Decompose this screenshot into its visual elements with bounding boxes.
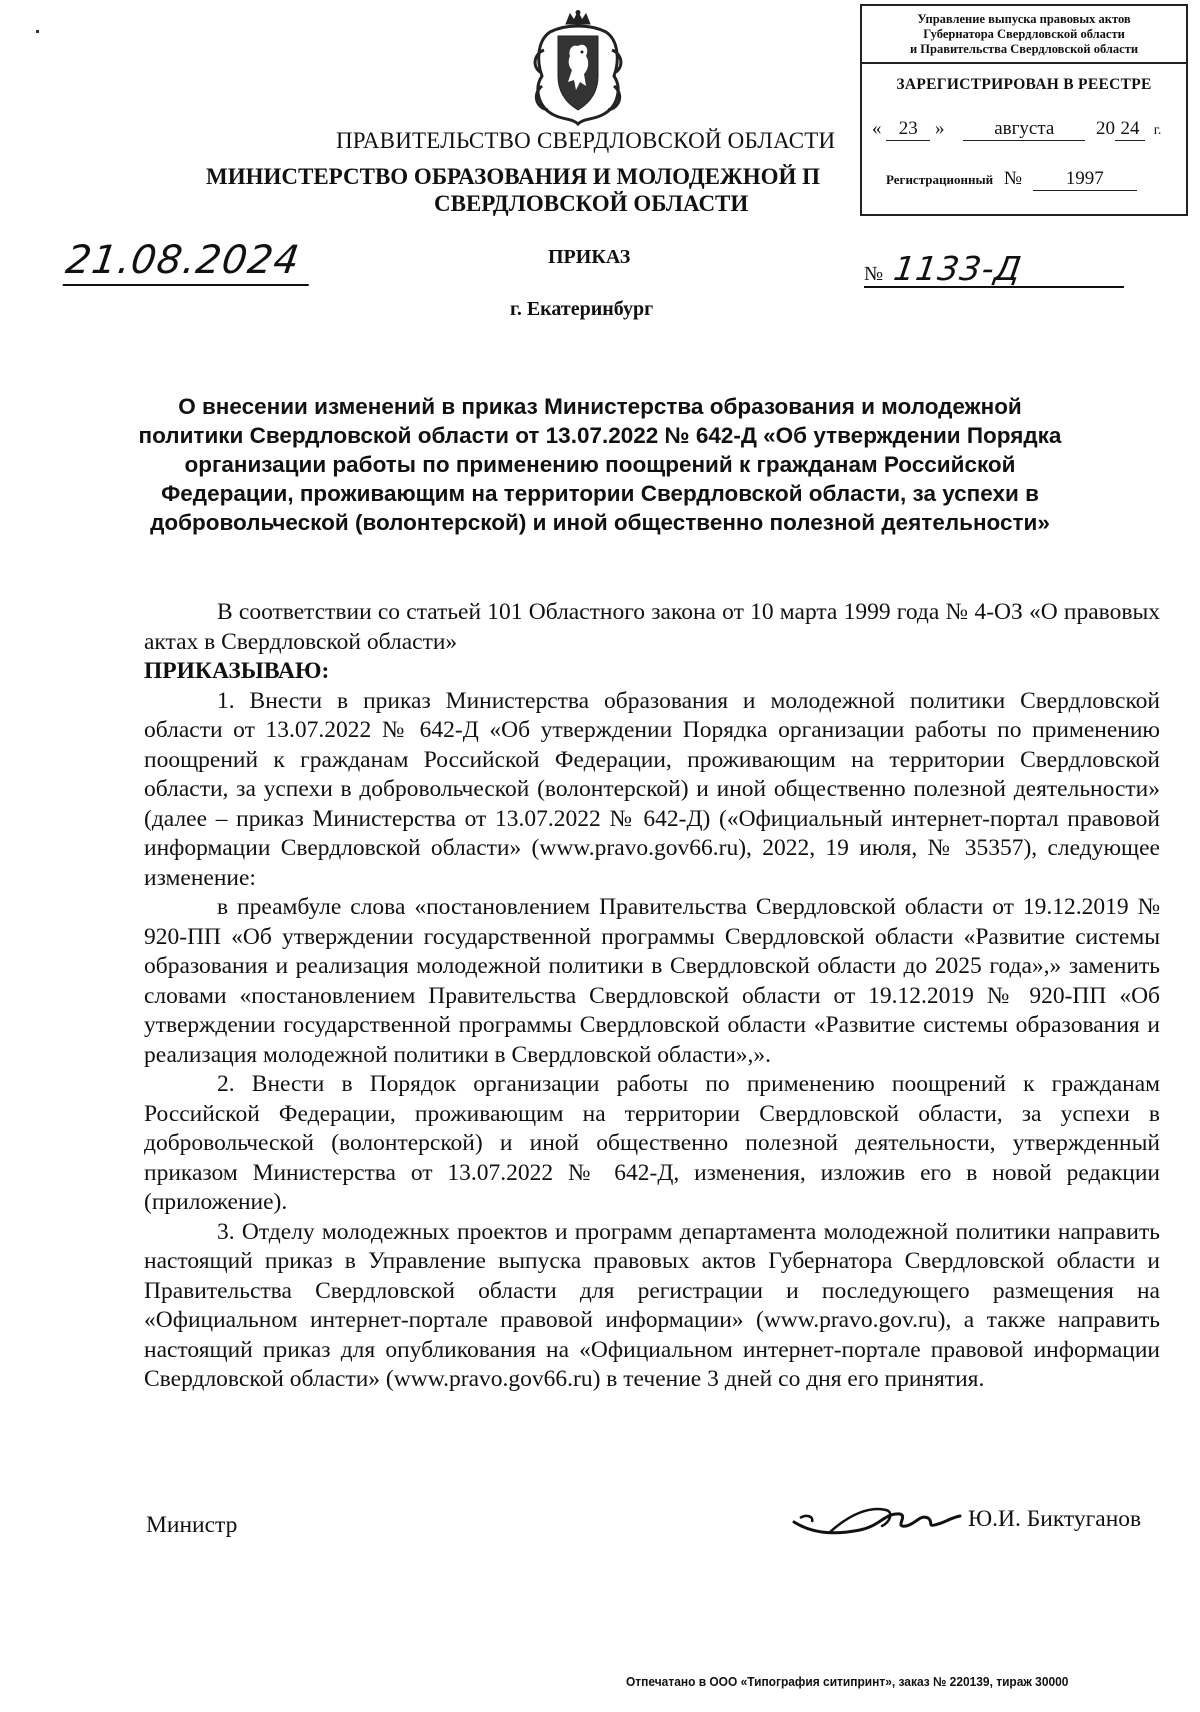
printer-imprint: Отпечатано в ООО «Типография ситипринт», заказ № 220139, тираж 30000 xyxy=(626,1674,1069,1689)
document-body xyxy=(144,598,1160,1395)
ministry-name: МИНИСТЕРСТВО ОБРАЗОВАНИЯ И МОЛОДЕЖНОЙ П xyxy=(206,164,821,189)
stamp-authority xyxy=(862,6,1186,64)
document-title: О внесении изменений в приказ Министерства образования и молодежной политики Свердловской области от 13.07.2022 № 642-Д «Об утверждении Порядка организации работы по применению поощрений к гражданам Российской Федерации, проживающим на территории Свердловской области, за успехи в добровольческой (волонтерской) и иной общественно полезной деятельности» xyxy=(138,394,1062,535)
scan-speck xyxy=(36,30,39,33)
stamp-registered: ЗАРЕГИСТРИРОВАН В РЕЕСТРЕ xyxy=(896,76,1152,93)
stamp-close-quote: » xyxy=(935,118,945,139)
stamp-reg-label: Регистрационный xyxy=(886,172,994,187)
item-3: 3. Отделу молодежных проектов и программ департамента молодежной политики направить настоящий приказ в Управление выпуска правовых актов Губернатора Свердловской области и Правительства Свердловской области для регистрации и последующего размещения на «Официальном интернет-портале правовой информации» (www.pravo.gov.ru), а также направить настоящий приказ для опубликования на «Официальном интернет-портале правовой информации Свердловской области» (www.pravo.gov66.ru) в течение 3 дней со дня его принятия. xyxy=(144,1218,1160,1392)
coat-of-arms-icon xyxy=(528,10,628,128)
item-1: 1. Внести в приказ Министерства образования и молодежной политики Свердловской области от 13.07.2022 № 642-Д «Об утверждении Порядка организации работы по применению поощрений к гражданам Российской Федерации, проживающим на территории Свердловской области, за успехи в добровольческой (волонтерской) и иной общественно полезной деятельности» (далее – приказ Министерства от 13.07.2022 № 642-Д) («Официальный интернет-портал правовой информации Свердловской области» (www.pravo.gov66.ru), 2022, 19 июля, № 35357), следующее изменение: xyxy=(144,687,1160,891)
handwritten-signature-icon xyxy=(790,1492,962,1546)
document-type: ПРИКАЗ xyxy=(548,246,631,268)
item-2: 2. Внести в Порядок организации работы по применению поощрений к гражданам Российской Федерации, проживающим на территории Свердловской области, за успехи в добровольческой (волонтерской) и иной общественно полезной деятельности, утвержденный приказом Министерства от 13.07.2022 № 642-Д, изменения, изложив его в новой редакции (приложение). xyxy=(144,1071,1160,1215)
stamp-reg-sign: № xyxy=(1003,168,1022,189)
stamp-year-suffix: 24 xyxy=(1115,118,1145,141)
signer-position: Министр xyxy=(146,1512,238,1538)
government-name: ПРАВИТЕЛЬСТВО СВЕРДЛОВСКОЙ ОБЛАСТИ xyxy=(336,128,836,153)
ministry-region: СВЕРДЛОВСКОЙ ОБЛАСТИ xyxy=(434,191,749,216)
stamp-year-prefix: 20 xyxy=(1096,118,1115,139)
stamp-reg-number xyxy=(886,168,1186,191)
item-1-sub: в преамбуле слова «постановлением Правительства Свердловской области от 19.12.2019 № 920-ПП «Об утверждении государственной программы Свердловской области «Развитие системы образования и реализация молодежной политики в Свердловской области до 2025 года»,» заменить словами «постановлением Правительства Свердловской области от 19.12.2019 № 920-ПП «Об утверждении государственной программы Свердловской области «Развитие системы образования и реализация молодежной политики в Свердловской области»,». xyxy=(144,894,1160,1068)
preamble: В соответствии со статьей 101 Областного закона от 10 марта 1999 года № 4-ОЗ «О правовых актах в Свердловской области» xyxy=(144,599,1160,655)
document-city: г. Екатеринбург xyxy=(510,298,654,320)
registry-stamp xyxy=(860,4,1188,216)
stamp-month: августа xyxy=(963,118,1085,141)
document-number xyxy=(864,249,1124,288)
handwritten-date: 21.08.2024 xyxy=(63,238,316,286)
stamp-day: 23 xyxy=(886,118,930,141)
stamp-date xyxy=(872,118,1184,141)
stamp-open-quote: « xyxy=(872,118,882,139)
order-word: ПРИКАЗЫВАЮ: xyxy=(144,658,330,684)
number-sign: № xyxy=(864,263,884,285)
stamp-year-abbr: г. xyxy=(1153,123,1162,138)
signer-name: Ю.И. Биктуганов xyxy=(968,1506,1142,1532)
stamp-reg-value: 1997 xyxy=(1033,168,1137,191)
stamp-line-3: и Правительства Свердловской области xyxy=(909,42,1139,56)
stamp-line-1: Управление выпуска правовых актов xyxy=(917,12,1131,26)
stamp-line-2: Губернатора Свердловской области xyxy=(923,27,1125,41)
handwritten-number: 1133-Д xyxy=(891,249,1025,288)
